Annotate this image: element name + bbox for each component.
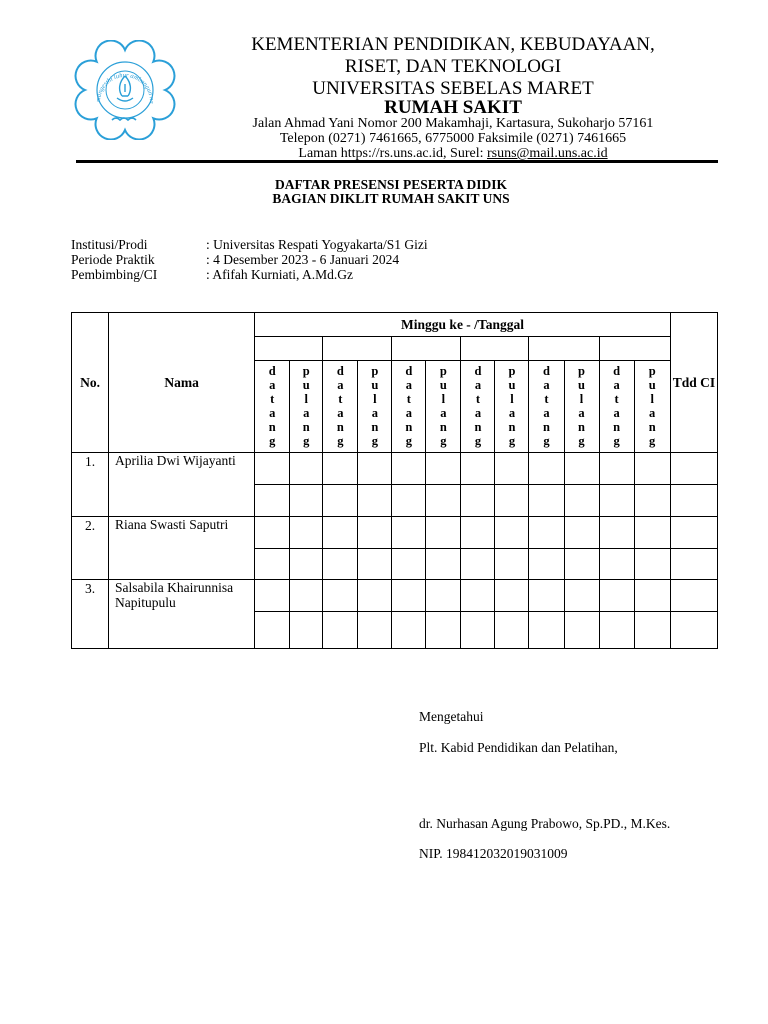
attendance-cell[interactable] <box>426 517 461 549</box>
attendance-cell[interactable] <box>255 517 290 549</box>
col-header-nama: Nama <box>109 313 255 453</box>
attendance-cell[interactable] <box>599 453 634 485</box>
subheader-pulang <box>358 361 392 453</box>
svg-text:mangesthi luhur ambangun nagar: mangesthi luhur ambangun na <box>94 71 156 104</box>
header-phone: Telepon (0271) 7461665, 6775000 Faksimile (0271) 7461665 <box>279 131 627 146</box>
info-periode <box>71 252 399 267</box>
attendance-cell[interactable] <box>358 549 392 580</box>
attendance-cell[interactable] <box>564 580 599 612</box>
university-logo <box>70 40 180 140</box>
signature-cell[interactable] <box>670 612 717 649</box>
info-institusi <box>71 237 428 252</box>
attendance-cell[interactable] <box>392 453 426 485</box>
attendance-cell[interactable] <box>529 453 564 485</box>
attendance-cell[interactable] <box>529 517 564 549</box>
attendance-cell[interactable] <box>599 580 634 612</box>
attendance-cell[interactable] <box>461 453 495 485</box>
attendance-table <box>71 312 718 649</box>
subheader-pulang-text: p u l a n g <box>578 364 585 448</box>
info-institusi-label: Institusi/Prodi <box>71 237 148 252</box>
info-institusi-value: : Universitas Respati Yogyakarta/S1 Gizi <box>206 237 428 252</box>
attendance-cell[interactable] <box>323 517 358 549</box>
info-periode-value: : 4 Desember 2023 - 6 Januari 2024 <box>206 252 400 267</box>
row-number: 2. <box>72 517 109 580</box>
attendance-cell[interactable] <box>529 485 564 517</box>
attendance-cell[interactable] <box>323 485 358 517</box>
col-header-tdd: Tdd CI <box>670 313 717 453</box>
attendance-cell[interactable] <box>599 485 634 517</box>
attendance-cell[interactable] <box>634 453 670 485</box>
attendance-cell[interactable] <box>599 549 634 580</box>
attendance-cell[interactable] <box>323 612 358 649</box>
attendance-cell[interactable] <box>358 580 392 612</box>
header-web-prefix: Laman https://rs.uns.ac.id, Surel: <box>298 146 487 161</box>
attendance-cell[interactable] <box>495 612 529 649</box>
subheader-pulang-text: p u l a n g <box>371 364 379 448</box>
subheader-datang-text: d a t a n g <box>613 364 621 448</box>
signature-position: Plt. Kabid Pendidikan dan Pelatihan, <box>419 740 618 755</box>
header-divider <box>76 160 718 163</box>
attendance-cell[interactable] <box>290 549 323 580</box>
table-row <box>72 580 718 612</box>
week-date-cell[interactable] <box>392 337 461 361</box>
subheader-datang <box>323 361 358 453</box>
attendance-cell[interactable] <box>461 485 495 517</box>
attendance-cell[interactable] <box>564 549 599 580</box>
attendance-cell[interactable] <box>255 453 290 485</box>
attendance-cell[interactable] <box>634 517 670 549</box>
info-pembimbing <box>71 267 353 282</box>
subheader-datang-text: d a t a n g <box>336 364 344 448</box>
info-pembimbing-label: Pembimbing/CI <box>71 267 158 282</box>
attendance-cell[interactable] <box>392 485 426 517</box>
attendance-cell[interactable] <box>599 517 634 549</box>
attendance-cell[interactable] <box>634 580 670 612</box>
email-link[interactable]: rsuns@mail.uns.ac.id <box>486 146 608 161</box>
attendance-cell[interactable] <box>323 549 358 580</box>
subheader-pulang-text: p u l a n g <box>648 364 656 448</box>
table-row <box>72 453 718 485</box>
attendance-cell[interactable] <box>564 612 599 649</box>
attendance-cell[interactable] <box>426 549 461 580</box>
attendance-cell[interactable] <box>564 453 599 485</box>
attendance-cell[interactable] <box>392 549 426 580</box>
subheader-datang-text: d a t a n g <box>474 364 482 448</box>
row-number: 3. <box>72 580 109 649</box>
subheader-datang <box>599 361 634 453</box>
attendance-cell[interactable] <box>461 580 495 612</box>
attendance-cell[interactable] <box>564 485 599 517</box>
attendance-cell[interactable] <box>290 453 323 485</box>
attendance-cell[interactable] <box>358 453 392 485</box>
attendance-cell[interactable] <box>495 485 529 517</box>
subheader-pulang-text: p u l a n g <box>439 364 447 448</box>
subheader-datang-text: d a t a n g <box>268 364 276 448</box>
attendance-cell[interactable] <box>461 612 495 649</box>
attendance-cell[interactable] <box>426 485 461 517</box>
attendance-cell[interactable] <box>495 580 529 612</box>
attendance-cell[interactable] <box>495 549 529 580</box>
participant-name: Salsabila Khairunnisa Napitupulu <box>109 580 255 649</box>
attendance-cell[interactable] <box>323 453 358 485</box>
subheader-datang-text: d a t a n g <box>405 364 413 448</box>
info-periode-label: Periode Praktik <box>71 252 155 267</box>
attendance-cell[interactable] <box>290 612 323 649</box>
attendance-cell[interactable] <box>358 517 392 549</box>
week-date-cell[interactable] <box>323 337 392 361</box>
subheader-pulang <box>634 361 670 453</box>
week-date-cell[interactable] <box>461 337 529 361</box>
attendance-cell[interactable] <box>529 612 564 649</box>
attendance-cell[interactable] <box>392 580 426 612</box>
header-ministry-line2: RISET, DAN TEKNOLOGI <box>344 56 562 77</box>
attendance-cell[interactable] <box>564 517 599 549</box>
attendance-cell[interactable] <box>255 580 290 612</box>
attendance-cell[interactable] <box>495 453 529 485</box>
subheader-pulang-text: p u l a n g <box>302 364 310 448</box>
attendance-cell[interactable] <box>255 549 290 580</box>
subheader-datang <box>255 361 290 453</box>
col-header-minggu: Minggu ke - /Tanggal <box>255 313 671 337</box>
col-header-no: No. <box>72 313 109 453</box>
info-pembimbing-value: : Afifah Kurniati, A.Md.Gz <box>206 267 353 282</box>
header-university: UNIVERSITAS SEBELAS MARET <box>312 78 594 99</box>
attendance-cell[interactable] <box>529 549 564 580</box>
attendance-cell[interactable] <box>290 580 323 612</box>
subheader-pulang <box>426 361 461 453</box>
signature-cell[interactable] <box>670 580 717 612</box>
signature-nip: NIP. 198412032019031009 <box>419 846 568 861</box>
attendance-cell[interactable] <box>529 580 564 612</box>
signature-mengetahui: Mengetahui <box>419 709 484 724</box>
week-date-cell[interactable] <box>599 337 670 361</box>
subheader-pulang <box>495 361 529 453</box>
subheader-datang <box>529 361 564 453</box>
attendance-cell[interactable] <box>426 580 461 612</box>
subheader-datang <box>392 361 426 453</box>
attendance-cell[interactable] <box>461 549 495 580</box>
attendance-cell[interactable] <box>290 485 323 517</box>
week-date-cell[interactable] <box>529 337 599 361</box>
header-ministry-line1: KEMENTERIAN PENDIDIKAN, KEBUDAYAAN, <box>251 34 655 55</box>
attendance-cell[interactable] <box>255 612 290 649</box>
signature-cell[interactable] <box>670 453 717 485</box>
signature-name: dr. Nurhasan Agung Prabowo, Sp.PD., M.Kes. <box>419 816 671 831</box>
attendance-cell[interactable] <box>426 453 461 485</box>
participant-name: Aprilia Dwi Wijayanti <box>109 453 255 517</box>
attendance-cell[interactable] <box>634 612 670 649</box>
subheader-datang <box>461 361 495 453</box>
attendance-cell[interactable] <box>358 612 392 649</box>
week-date-cell[interactable] <box>255 337 323 361</box>
attendance-cell[interactable] <box>634 549 670 580</box>
signature-cell[interactable] <box>670 517 717 549</box>
subheader-pulang-text: p u l a n g <box>508 364 516 448</box>
document-title-line1: DAFTAR PRESENSI PESERTA DIDIK <box>275 177 507 192</box>
attendance-cell[interactable] <box>255 485 290 517</box>
attendance-cell[interactable] <box>461 517 495 549</box>
attendance-cell[interactable] <box>599 612 634 649</box>
signature-cell[interactable] <box>670 549 717 580</box>
table-row <box>72 517 718 549</box>
header-address: Jalan Ahmad Yani Nomor 200 Makamhaji, Kartasura, Sukoharjo 57161 <box>252 116 654 131</box>
document-title-line2: BAGIAN DIKLIT RUMAH SAKIT UNS <box>272 191 510 206</box>
attendance-cell[interactable] <box>358 485 392 517</box>
row-number: 1. <box>72 453 109 517</box>
attendance-cell[interactable] <box>290 517 323 549</box>
attendance-cell[interactable] <box>634 485 670 517</box>
subheader-datang-text: d a t a n g <box>543 364 550 448</box>
attendance-cell[interactable] <box>392 612 426 649</box>
attendance-cell[interactable] <box>426 612 461 649</box>
header-hospital: RUMAH SAKIT <box>384 97 522 118</box>
participant-name: Riana Swasti Saputri <box>109 517 255 580</box>
attendance-cell[interactable] <box>495 517 529 549</box>
attendance-cell[interactable] <box>323 580 358 612</box>
subheader-pulang <box>290 361 323 453</box>
attendance-cell[interactable] <box>392 517 426 549</box>
subheader-pulang <box>564 361 599 453</box>
signature-cell[interactable] <box>670 485 717 517</box>
